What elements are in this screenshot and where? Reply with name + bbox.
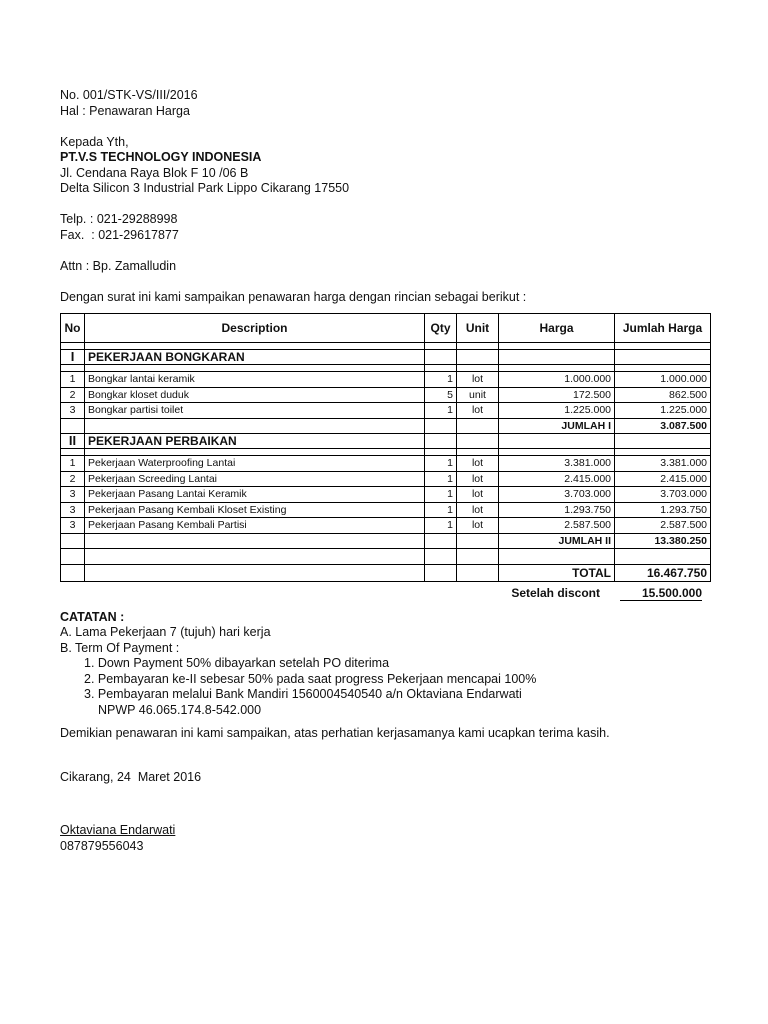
item-total: 1.293.750	[615, 502, 711, 518]
item-unit: lot	[457, 518, 499, 534]
signer-name: Oktaviana Endarwati	[60, 823, 176, 837]
header-qty: Qty	[425, 314, 457, 343]
item-price: 1.293.750	[499, 502, 615, 518]
header-unit: Unit	[457, 314, 499, 343]
subtotal-row	[61, 418, 711, 434]
subtotal-value: 3.087.500	[615, 418, 711, 434]
payment-term-2: 2. Pembayaran ke-II sebesar 50% pada saat progress Pekerjaan mencapai 100%	[84, 671, 537, 686]
item-price: 2.587.500	[499, 518, 615, 534]
table-row	[61, 518, 711, 534]
item-description: Pekerjaan Waterproofing Lantai	[85, 456, 425, 472]
section-number: I	[61, 350, 85, 365]
place-date: Cikarang, 24 Maret 2016	[60, 769, 202, 784]
attention-line: Attn : Bp. Zamalludin	[60, 258, 177, 273]
section-title: PEKERJAAN BONGKARAN	[85, 350, 425, 365]
item-qty: 1	[425, 372, 457, 388]
section-number: II	[61, 434, 85, 449]
item-qty: 1	[425, 502, 457, 518]
item-description: Bongkar lantai keramik	[85, 372, 425, 388]
item-total: 3.381.000	[615, 456, 711, 472]
greeting: Kepada Yth,	[60, 134, 129, 149]
section-title: PEKERJAAN PERBAIKAN	[85, 434, 425, 449]
notes-title: CATATAN :	[60, 609, 125, 624]
total-label: TOTAL	[499, 564, 615, 581]
item-price: 1.225.000	[499, 403, 615, 419]
item-price: 3.703.000	[499, 487, 615, 503]
header-no: No	[61, 314, 85, 343]
item-qty: 1	[425, 403, 457, 419]
item-price: 3.381.000	[499, 456, 615, 472]
section-row	[61, 350, 711, 365]
item-total: 862.500	[615, 387, 711, 403]
item-no: 1	[61, 456, 85, 472]
note-b: B. Term Of Payment :	[60, 640, 180, 655]
item-unit: lot	[457, 403, 499, 419]
npwp-line: NPWP 46.065.174.8-542.000	[98, 702, 262, 717]
item-qty: 5	[425, 387, 457, 403]
item-description: Pekerjaan Pasang Kembali Partisi	[85, 518, 425, 534]
table-row	[61, 403, 711, 419]
total-value: 16.467.750	[615, 564, 711, 581]
item-total: 1.225.000	[615, 403, 711, 419]
discount-label: Setelah discont	[511, 585, 600, 600]
discount-value: 15.500.000	[620, 586, 702, 601]
note-a: A. Lama Pekerjaan 7 (tujuh) hari kerja	[60, 625, 271, 639]
item-no: 3	[61, 518, 85, 534]
item-no: 2	[61, 471, 85, 487]
header-description: Description	[85, 314, 425, 343]
recipient-fax: Fax. : 021-29617877	[60, 227, 179, 242]
item-qty: 1	[425, 518, 457, 534]
item-description: Pekerjaan Pasang Lantai Keramik	[85, 487, 425, 503]
item-no: 2	[61, 387, 85, 403]
item-qty: 1	[425, 471, 457, 487]
recipient-address-1: Jl. Cendana Raya Blok F 10 /06 B	[60, 165, 249, 180]
item-no: 3	[61, 403, 85, 419]
signer-phone: 087879556043	[60, 838, 144, 853]
header-total: Jumlah Harga	[615, 314, 711, 343]
item-description: Bongkar partisi toilet	[85, 403, 425, 419]
header-price: Harga	[499, 314, 615, 343]
item-unit: unit	[457, 387, 499, 403]
subtotal-label: JUMLAH II	[499, 533, 615, 549]
letter-page	[60, 88, 720, 854]
intro-text: Dengan surat ini kami sampaikan penawaran harga dengan rincian sebagai berikut :	[60, 289, 527, 304]
subtotal-value: 13.380.250	[615, 533, 711, 549]
table-row	[61, 502, 711, 518]
item-description: Pekerjaan Screeding Lantai	[85, 471, 425, 487]
reference-number: No. 001/STK-VS/III/2016	[60, 88, 198, 102]
item-price: 172.500	[499, 387, 615, 403]
table-row	[61, 487, 711, 503]
subtotal-row	[61, 533, 711, 549]
item-total: 2.415.000	[615, 471, 711, 487]
subtotal-label: JUMLAH I	[499, 418, 615, 434]
section-row	[61, 434, 711, 449]
item-qty: 1	[425, 487, 457, 503]
item-description: Bongkar kloset duduk	[85, 387, 425, 403]
item-no: 3	[61, 487, 85, 503]
item-total: 1.000.000	[615, 372, 711, 388]
table-header-row	[61, 314, 711, 343]
table-row	[61, 471, 711, 487]
item-unit: lot	[457, 471, 499, 487]
closing-text: Demikian penawaran ini kami sampaikan, atas perhatian kerjasamanya kami ucapkan terima kasih.	[60, 726, 610, 740]
item-qty: 1	[425, 456, 457, 472]
discount-row	[60, 586, 710, 602]
item-unit: lot	[457, 502, 499, 518]
payment-term-1: 1. Down Payment 50% dibayarkan setelah PO diterima	[84, 656, 390, 670]
item-total: 3.703.000	[615, 487, 711, 503]
item-total: 2.587.500	[615, 518, 711, 534]
subject-line: Hal : Penawaran Harga	[60, 103, 190, 118]
item-unit: lot	[457, 456, 499, 472]
table-row	[61, 387, 711, 403]
item-price: 2.415.000	[499, 471, 615, 487]
item-description: Pekerjaan Pasang Kembali Kloset Existing	[85, 502, 425, 518]
item-unit: lot	[457, 372, 499, 388]
payment-term-3: 3. Pembayaran melalui Bank Mandiri 1560004540540 a/n Oktaviana Endarwati	[84, 687, 522, 701]
table-row	[61, 456, 711, 472]
item-unit: lot	[457, 487, 499, 503]
table-row	[61, 372, 711, 388]
total-row	[61, 564, 711, 581]
recipient-address-2: Delta Silicon 3 Industrial Park Lippo Cikarang 17550	[60, 181, 350, 195]
recipient-company: PT.V.S TECHNOLOGY INDONESIA	[60, 150, 262, 164]
quotation-table	[60, 313, 711, 582]
recipient-phone: Telp. : 021-29288998	[60, 212, 178, 226]
item-price: 1.000.000	[499, 372, 615, 388]
item-no: 3	[61, 502, 85, 518]
item-no: 1	[61, 372, 85, 388]
